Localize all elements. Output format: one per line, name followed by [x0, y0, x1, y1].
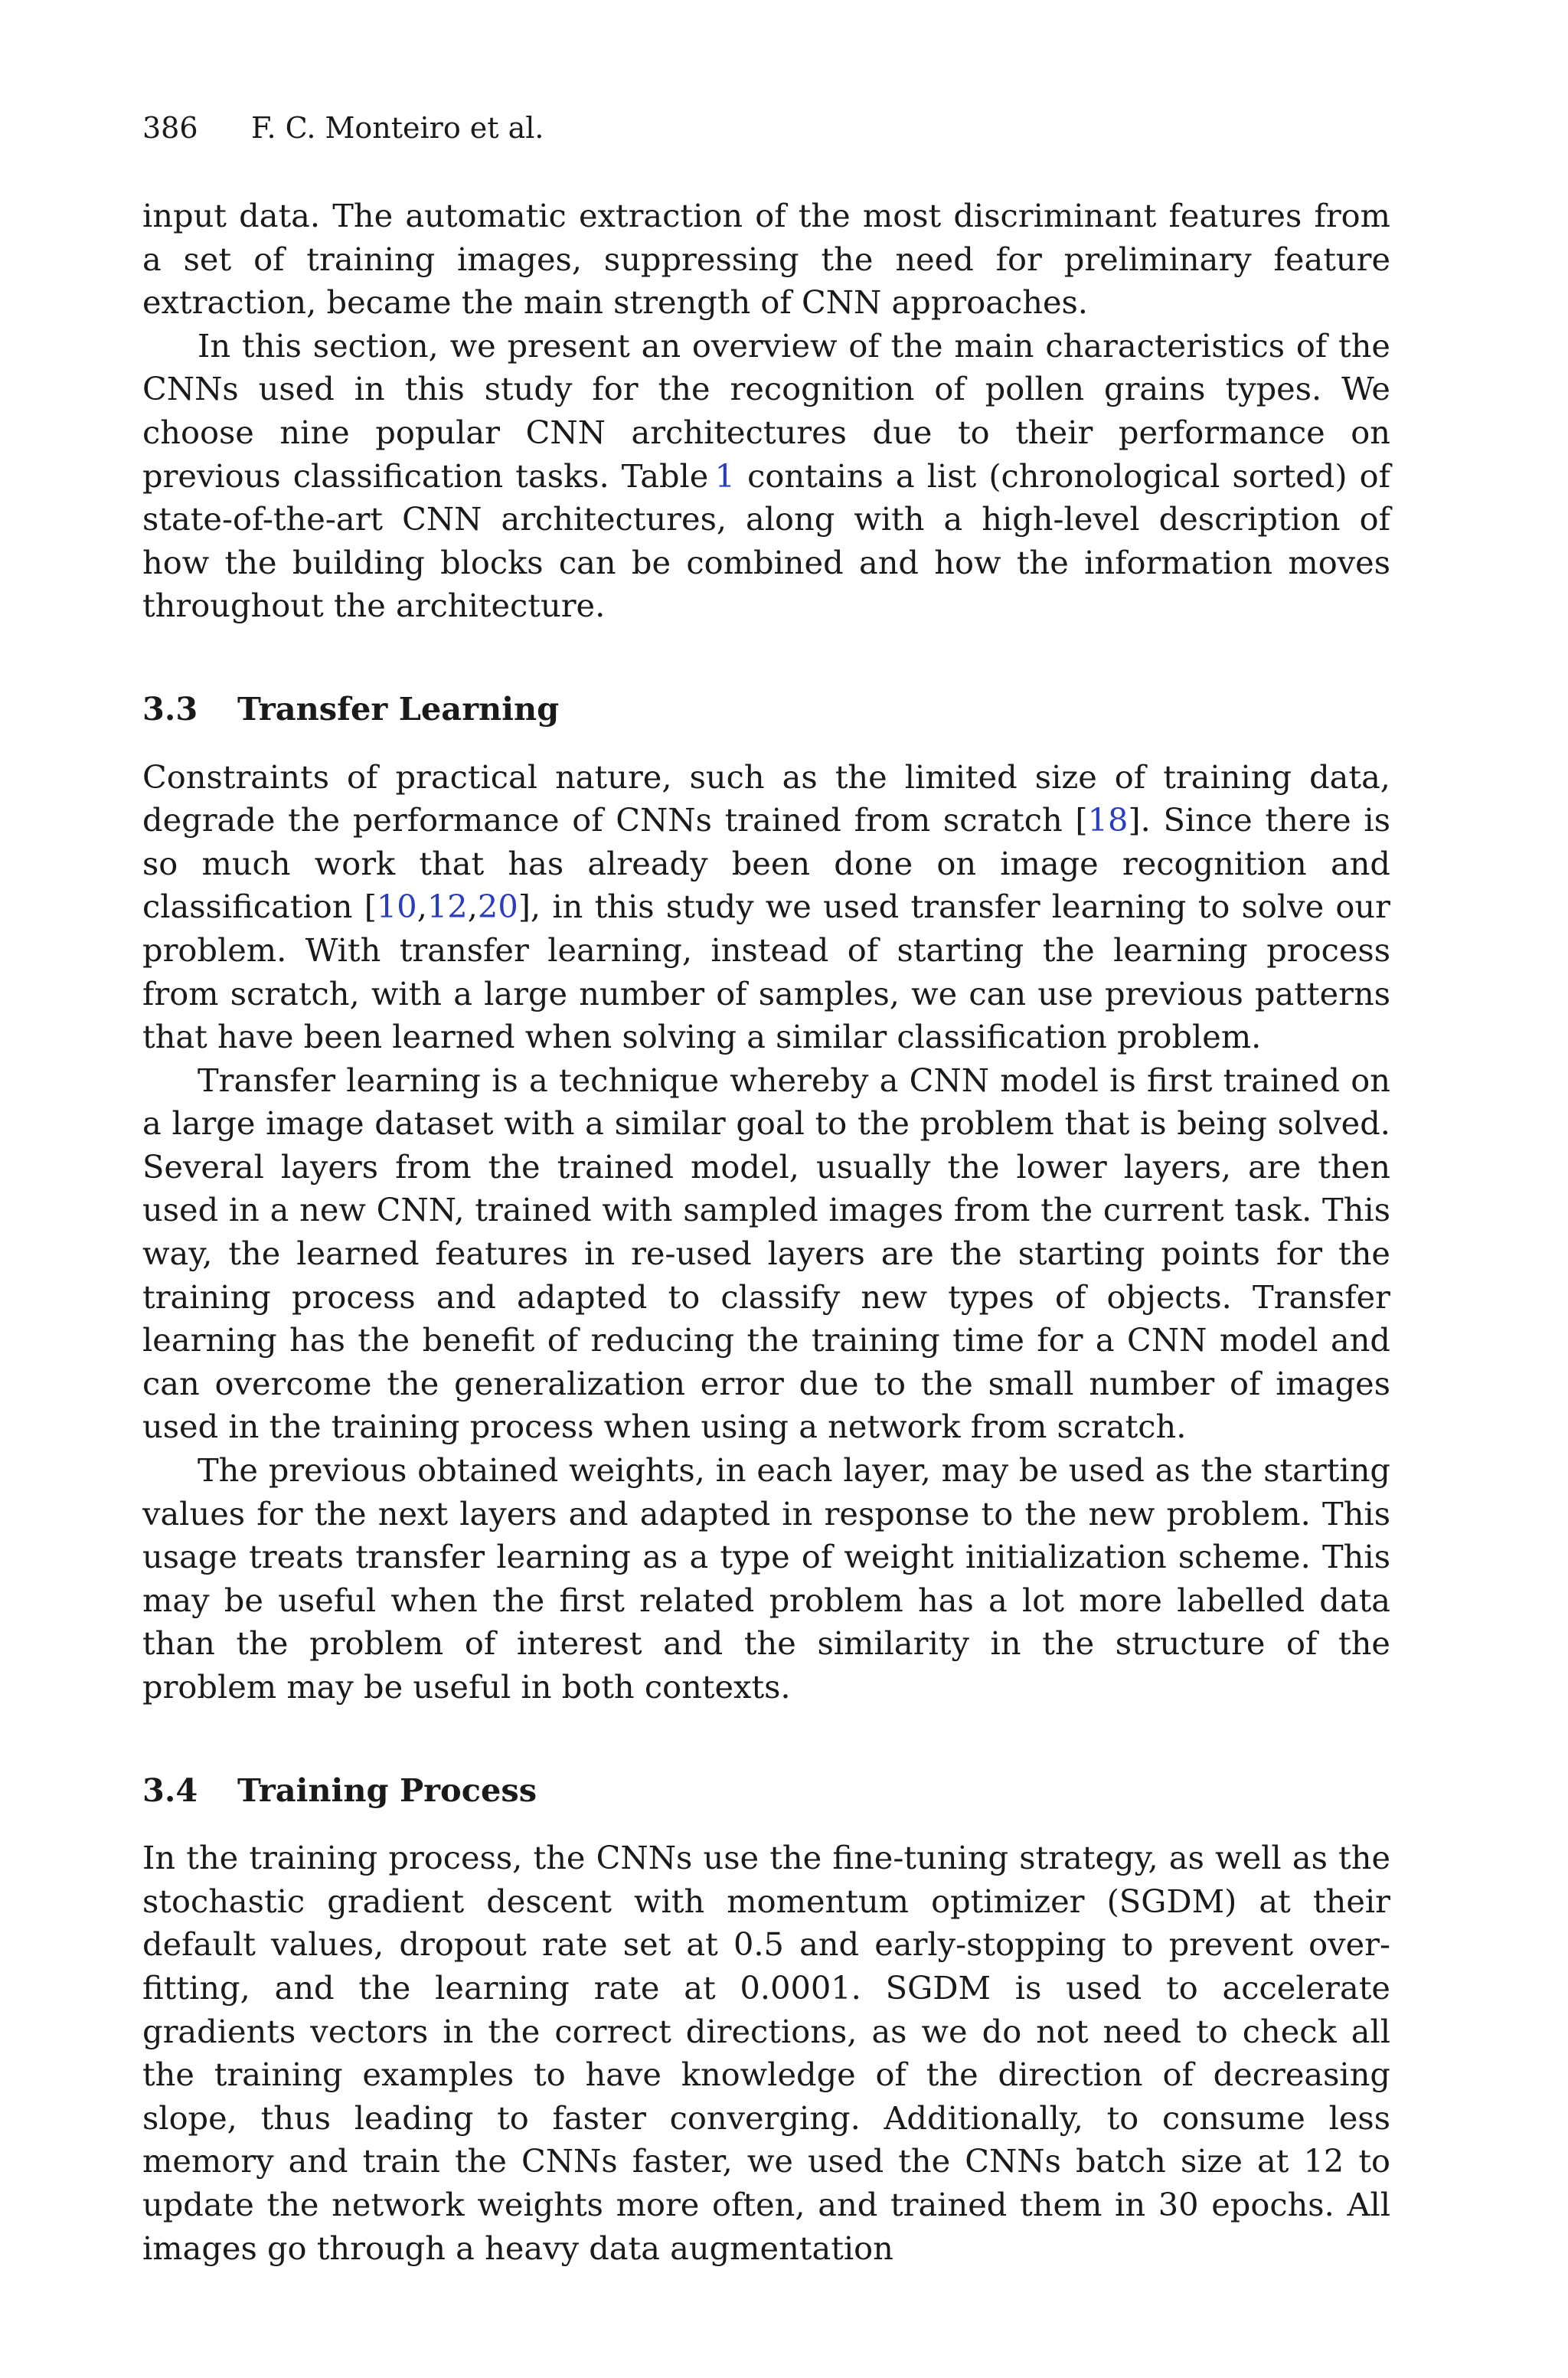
paragraph-continued: input data. The automatic extraction of the most discriminant features from a set of training images, suppressing the need for preliminary feature extraction, became the main strength of CNN approaches.	[142, 197, 1390, 322]
text-run: In this section, we present an overview of the main characteristics of the CNNs used in this study for the recognition of pollen grains types. We choose nine popular CNN architectures due to their performance on previous classification tasks. Table	[142, 326, 1390, 495]
page-number: 386	[142, 111, 198, 145]
paragraph-training-process: In the training process, the CNNs use the fine-tuning strategy, as well as the stochastic gradient descent with momentum optimizer (SGDM) at their default values, dropout rate set at 0.5 and early-stopping to prevent over-fitting, and the learning rate at 0.0001. SGDM is used to accelerate gradients vectors in the correct directions, as we do not need to check all the training examples to have knowledge of the direction of decreasing slope, thus leading to faster converging. Additionally, to consume less memory and train the CNNs faster, we used the CNNs batch size at 12 to update the network weights more often, and trained them in 30 epochs. All images go through a heavy data augmentation	[142, 1839, 1390, 2267]
running-head-authors: F. C. Monteiro et al.	[251, 111, 544, 145]
text-run: ], in this study we used transfer learning to solve our problem. With transfer learning, instead of starting the learning process from scratch, with a large number of samples, we can use previous patterns that have been learned when solving a similar classification problem.	[142, 888, 1390, 1056]
section-number: 3.3	[142, 689, 198, 728]
paragraph-cnn-overview	[142, 325, 1390, 628]
citation-link[interactable]: 10	[376, 888, 417, 926]
section-number: 3.4	[142, 1771, 198, 1809]
section-heading-training-process	[142, 1769, 1390, 1813]
paragraph-transfer-intro: Constraints of practical nature, such as the limited size of training data, degrade the performance of CNNs trained from scratch [18]. Since there is so much work that has already been done on image recognition and classification [10,12,20], in this study we used transfer learning to solve our problem. With transfer learning, instead of starting the learning process from scratch, with a large number of samples, we can use previous patterns that have been learned when solving a similar classification problem.	[142, 757, 1390, 1056]
paragraph-transfer-technique: Transfer learning is a technique whereby a CNN model is first trained on a large image dataset with a similar goal to the problem that is being solved. Several layers from the trained model, usually the lower layers, are then used in a new CNN, trained with sampled images from the current task. This way, the learned features in re-used layers are the starting points for the training process and adapted to classify new types of objects. Transfer learning has the benefit of reducing the training time for a CNN model and can overcome the generalization error due to the small number of images used in the training process when using a network from scratch.	[142, 1061, 1390, 1446]
text-run: ]. Since there is so much work that has already been done on image recognition and classification [	[142, 801, 1390, 926]
paragraph-transfer-weights: The previous obtained weights, in each layer, may be used as the starting values for the next layers and adapted in response to the new problem. This usage treats transfer learning as a type of weight initialization scheme. This may be useful when the first related problem has a lot more labelled data than the problem of interest and the similarity in the structure of the problem may be useful in both contexts.	[142, 1451, 1390, 1706]
table-ref-link[interactable]: 1	[714, 456, 736, 495]
citation-link[interactable]: 12	[426, 888, 468, 926]
section-title: Training Process	[237, 1771, 537, 1809]
citation-link[interactable]: 20	[477, 888, 518, 926]
text-run: Constraints of practical nature, such as the limited size of training data, degrade the performance of CNNs trained from scratch [	[142, 757, 1390, 839]
section-title: Transfer Learning	[237, 689, 560, 728]
citation-link[interactable]: 18	[1087, 801, 1129, 839]
text-run: contains a list (chronological sorted) of state-of-the-art CNN architectures, along with a high-level description of how the building blocks can be combined and how the information moves throughout the architecture.	[142, 456, 1390, 625]
paper-page	[142, 106, 1390, 2270]
running-head	[142, 106, 1390, 150]
section-heading-transfer-learning	[142, 688, 1390, 731]
